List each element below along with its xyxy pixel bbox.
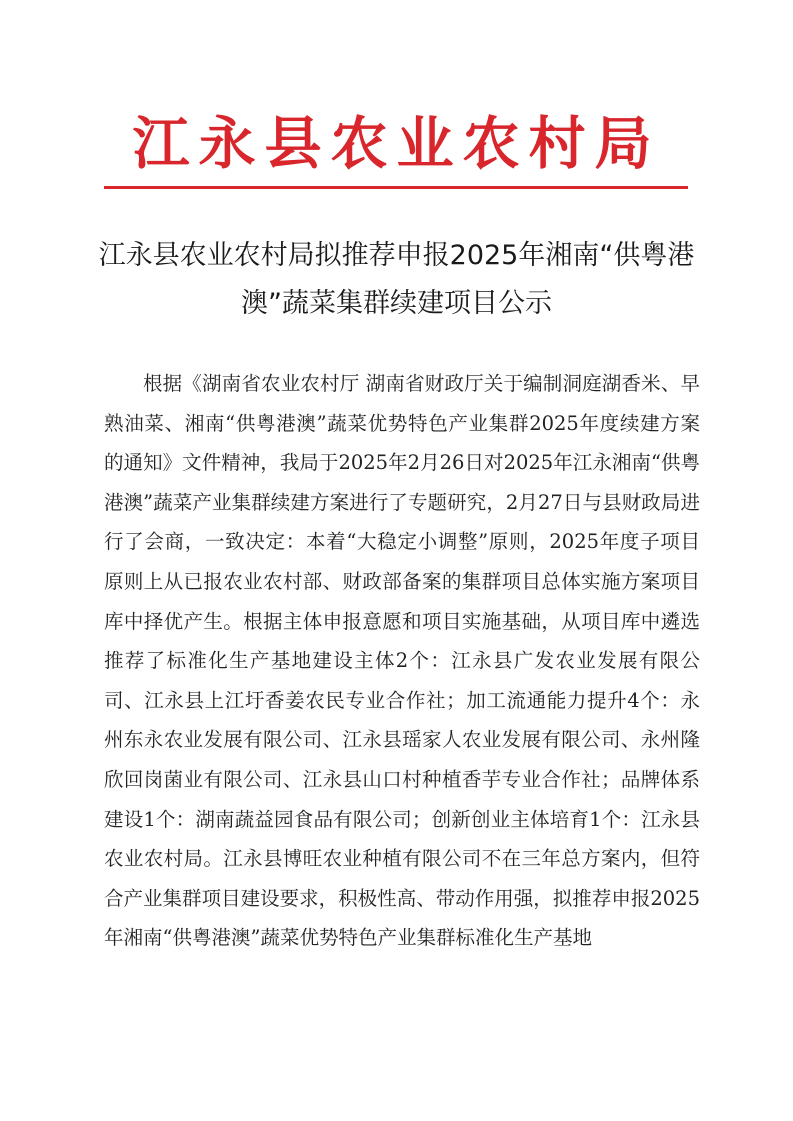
letterhead-org-name: 江永县农业农村局 (132, 110, 661, 177)
letterhead-red-rule (104, 186, 688, 189)
document-title: 江永县农业农村局拟推荐申报2025年湘南“供粤港澳”蔬菜集群续建项目公示 (98, 240, 695, 319)
body-paragraph: 根据《湖南省农业农村厅 湖南省财政厅关于编制洞庭湖香米、早熟油菜、湘南“供粤港澳”蔬菜优势特色产业集群2025年度续建方案的通知》文件精神，我局于2025年2月26日对2025年江永湘南“供粤港澳”蔬菜产业集群续建方案进行了专题研究，2月27日与县财政局进行了会商，一致决定：本着“大稳定小调整”原则，2025年度子项目原则上从已报农业农村部、财政部备案的集群项目总体实施方案项目库中择优产生。根据主体申报意愿和项目实施基础，从项目库中遴选推荐了标准化生产基地建设主体2个：江永县广发农业发展有限公司、江永县上江圩香姜农民专业合作社；加工流通能力提升4个：永州东永农业发展有限公司、江永县瑶家人农业发展有限公司、永州隆欣回岗菌业有限公司、江永县山口村种植香芋专业合作社；品牌体系建设1个：湖南蔬益园食品有限公司；创新创业主体培育1个：江永县农业农村局。江永县博旺农业种植有限公司不在三年总方案内，但符合产业集群项目建设要求，积极性高、带动作用强，拟推荐申报2025年湘南“供粤港澳”蔬菜优势特色产业集群标准化生产基地 (104, 372, 700, 950)
